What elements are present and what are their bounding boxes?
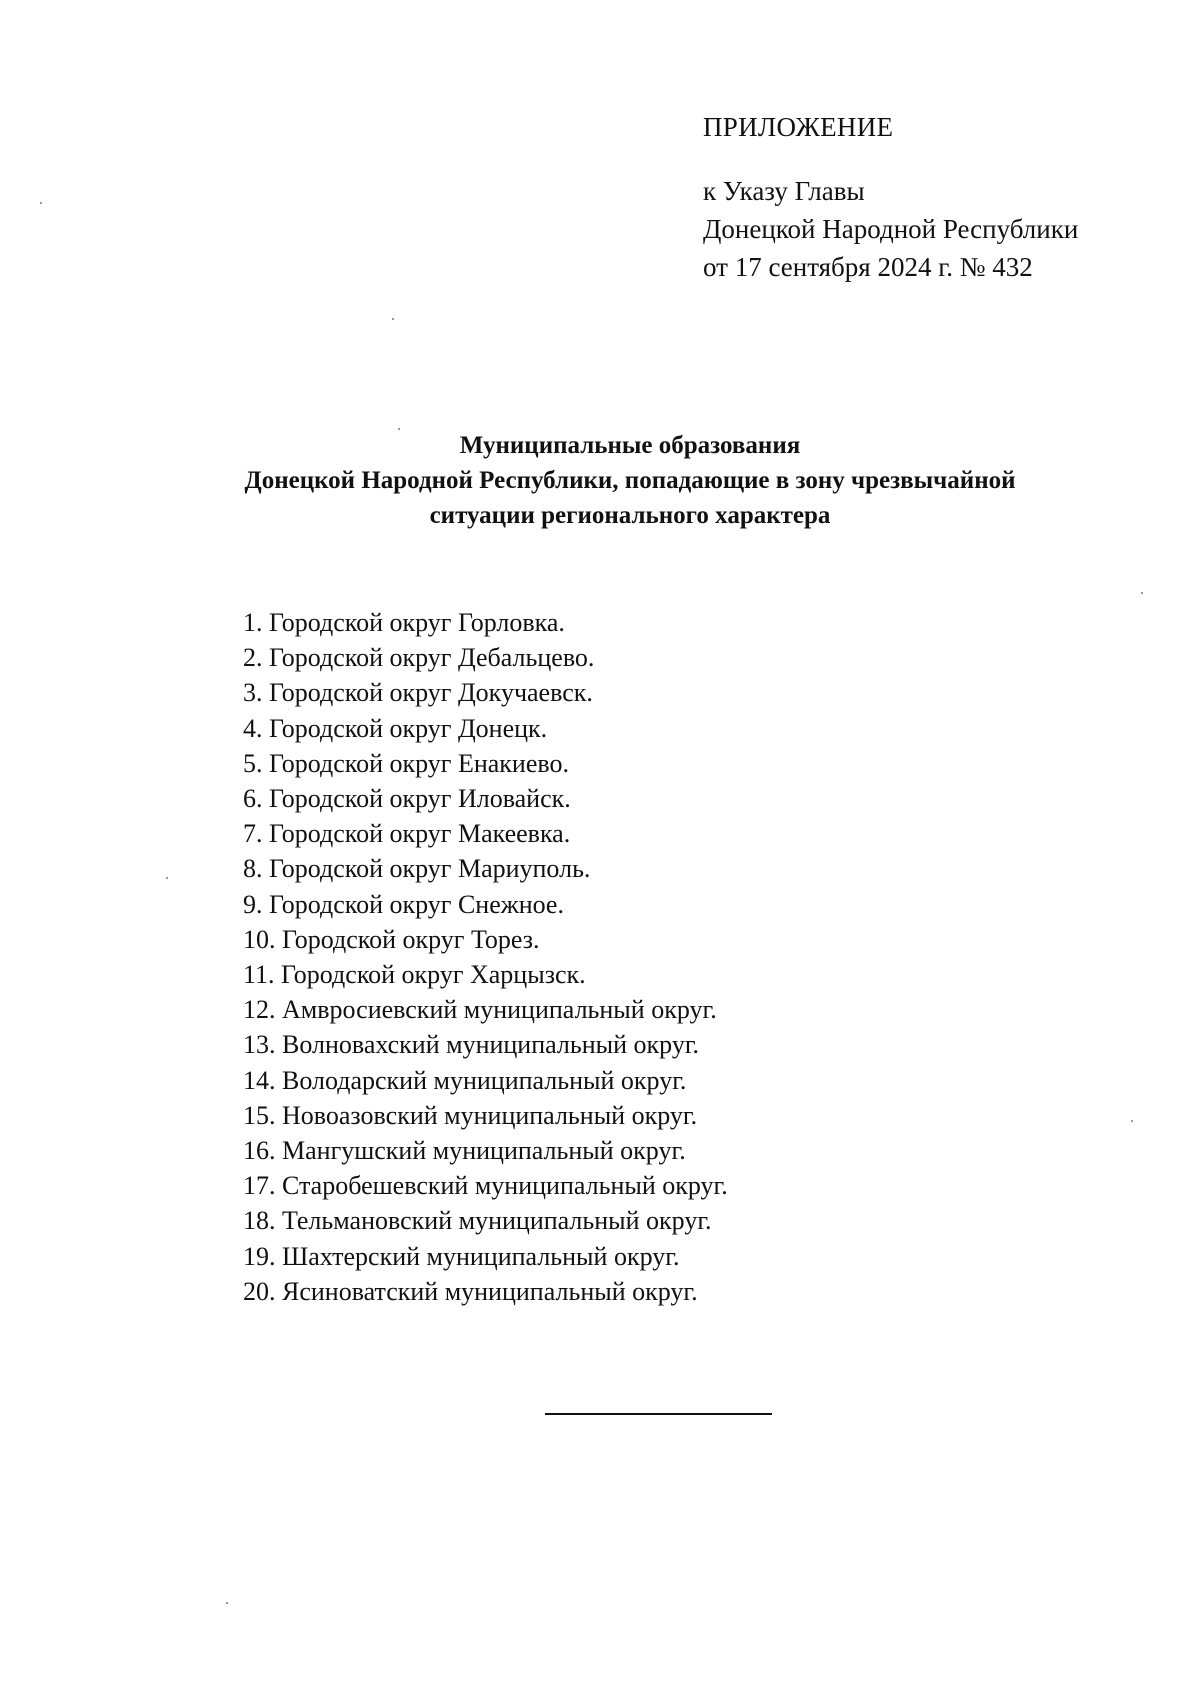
municipality-item-number: 20.	[243, 1276, 276, 1306]
municipality-list	[243, 605, 728, 1309]
municipality-item-number: 2.	[243, 643, 263, 673]
document-title-line: ситуации регионального характера	[429, 502, 831, 529]
municipality-item-number: 15.	[243, 1100, 276, 1130]
municipality-item-number: 13.	[243, 1030, 276, 1060]
municipality-item-name: Амвросиевский муниципальный округ.	[282, 995, 717, 1025]
municipality-item	[243, 992, 728, 1027]
scan-speck	[398, 428, 400, 430]
municipality-item-name: Городской округ Торез.	[282, 924, 540, 954]
municipality-item-name: Городской округ Докучаевск.	[269, 678, 593, 708]
municipality-item-number: 8.	[243, 854, 263, 884]
scan-speck	[1141, 592, 1143, 594]
municipality-item	[243, 746, 728, 781]
appendix-reference-line: к Указу Главы	[703, 176, 865, 206]
document-title-line: Донецкой Народной Республики, попадающие в зону чрезвычайной	[244, 467, 1016, 494]
municipality-item-name: Городской округ Енакиево.	[269, 748, 569, 778]
municipality-item-name: Новоазовский муниципальный округ.	[282, 1100, 698, 1130]
scan-speck	[40, 202, 42, 204]
municipality-item-name: Городской округ Донецк.	[269, 713, 548, 743]
municipality-item-name: Городской округ Харцызск.	[281, 960, 586, 990]
municipality-item	[243, 1239, 728, 1274]
municipality-item-name: Городской округ Горловка.	[269, 608, 565, 637]
municipality-item-number: 14.	[243, 1065, 276, 1095]
municipality-item-name: Ясиноватский муниципальный округ.	[282, 1276, 698, 1306]
municipality-item	[243, 781, 728, 816]
municipality-item	[243, 816, 728, 851]
appendix-heading: ПРИЛОЖЕНИЕ	[703, 112, 894, 142]
municipality-item	[243, 851, 728, 886]
municipality-item	[243, 1274, 728, 1309]
municipality-item-number: 18.	[243, 1206, 276, 1236]
municipality-item-name: Мангушский муниципальный округ.	[282, 1136, 686, 1166]
appendix-reference-line: от 17 сентября 2024 г. № 432	[703, 252, 1033, 282]
municipality-item	[243, 887, 728, 922]
appendix-block	[703, 108, 1078, 286]
municipality-item-name: Городской округ Снежное.	[269, 889, 564, 919]
municipality-item	[243, 640, 728, 675]
appendix-reference-line: Донецкой Народной Республики	[703, 214, 1079, 244]
municipality-item-number: 10.	[243, 924, 276, 954]
municipality-item-name: Тельмановский муниципальный округ.	[282, 1206, 712, 1236]
scan-speck	[226, 1602, 228, 1604]
municipality-item-name: Городской округ Макеевка.	[269, 819, 571, 849]
municipality-item-name: Володарский муниципальный округ.	[282, 1065, 687, 1095]
municipality-item-number: 17.	[243, 1171, 276, 1201]
municipality-item	[243, 922, 728, 957]
document-title	[150, 428, 1110, 533]
municipality-item-name: Шахтерский муниципальный округ.	[282, 1241, 680, 1271]
municipality-item-number: 9.	[243, 889, 263, 919]
municipality-item	[243, 675, 728, 710]
municipality-item-name: Старобешевский муниципальный округ.	[282, 1171, 728, 1201]
municipality-item-number: 16.	[243, 1136, 276, 1166]
municipality-item	[243, 1098, 728, 1133]
municipality-item	[243, 1133, 728, 1168]
municipality-item-name: Городской округ Дебальцево.	[269, 643, 595, 673]
municipality-item-name: Волновахский муниципальный округ.	[282, 1030, 700, 1060]
municipality-item-number: 7.	[243, 819, 263, 849]
municipality-item-number: 12.	[243, 995, 276, 1025]
municipality-item	[243, 1168, 728, 1203]
document-title-line: Муниципальные образования	[459, 432, 801, 459]
municipality-item	[243, 1063, 728, 1098]
municipality-item	[243, 957, 728, 992]
municipality-item	[243, 711, 728, 746]
municipality-item	[243, 605, 728, 640]
municipality-item-number: 11.	[243, 960, 275, 990]
scan-speck	[392, 318, 394, 320]
municipality-item	[243, 1203, 728, 1238]
municipality-item-number: 6.	[243, 784, 263, 814]
municipality-item-number: 4.	[243, 713, 263, 743]
municipality-item-number: 3.	[243, 678, 263, 708]
end-separator-line	[545, 1413, 772, 1415]
municipality-item-name: Городской округ Иловайск.	[269, 784, 571, 814]
municipality-item-name: Городской округ Мариуполь.	[269, 854, 591, 884]
scan-speck	[1131, 1120, 1133, 1122]
municipality-item-number: 5.	[243, 748, 263, 778]
municipality-item	[243, 1027, 728, 1062]
scan-speck	[166, 877, 168, 879]
municipality-item-number: 1.	[243, 608, 263, 637]
municipality-item-number: 19.	[243, 1241, 276, 1271]
